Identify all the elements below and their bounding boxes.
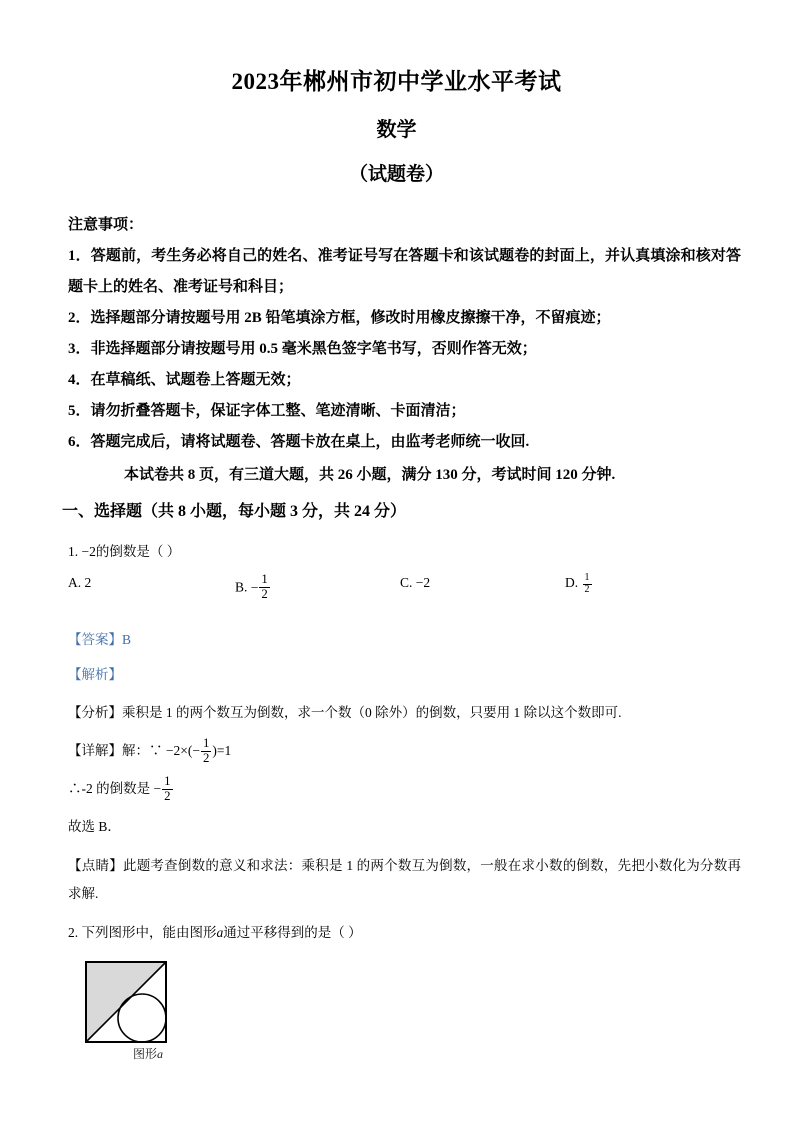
option-d[interactable] [565,573,593,595]
analysis-text: 乘积是 1 的两个数互为倒数，求一个数（0 除外）的倒数，只要用 1 除以这个数即可. [122,705,622,721]
analysis-label: 【分析】 [68,705,122,721]
option-b-sign: − [250,579,259,595]
question-2-stem-part1: 下列图形中，能由图形 [81,925,217,941]
conclusion-prefix: ∴-2 的倒数是 [68,781,151,797]
answer-label: 【答案】 [68,632,122,648]
option-c-value: −2 [415,575,431,591]
figure-a-caption [102,1046,194,1062]
conclusion-denominator: 2 [164,788,171,803]
key-point-text: 此题考查倒数的意义和求法：乘积是 1 的两个数互为倒数，一般在求小数的倒数，先把小数化为分数再求解. [68,858,742,902]
option-a-label: A. [68,575,82,591]
notice-item-2: 2．选择题部分请按题号用 2B 铅笔填涂方框，修改时用橡皮擦擦干净，不留痕迹； [68,310,611,327]
exam-summary: 本试卷共 8 页，有三道大题，共 26 小题，满分 130 分，考试时间 120 分钟. [124,467,616,484]
question-2-figure-wrap [68,946,741,1068]
question-1-value: −2 [81,544,96,560]
detail-numerator: 1 [202,735,210,750]
question-2-stem-part2: 通过平移得到的是（ ） [223,925,362,941]
key-point-label: 【点睛】 [68,858,123,874]
notice-section [0,186,793,458]
page-title: 2023年郴州市初中学业水平考试 [231,69,562,94]
circle-shape [118,994,166,1042]
option-b[interactable] [235,573,271,601]
figure-a [84,960,176,1068]
option-c[interactable] [400,573,430,593]
option-b-label: B. [235,579,248,595]
question-1-options [68,565,741,617]
question-1-stem-suffix: 的倒数是（ ） [95,544,181,560]
detail-expression-prefix: 解：∵ −2×(− [122,743,200,759]
notice-item-3: 3．非选择题部分请按题号用 0.5 毫米黑色签字笔书写，否则作答无效； [68,341,537,358]
option-d-value [582,572,593,595]
answer-value: B [122,632,132,648]
key-point-line [68,840,741,908]
option-d-fraction [583,573,592,595]
option-b-denominator: 2 [261,586,268,601]
final-answer-line: 故选 B． [68,819,121,835]
conclusion-line [68,766,741,804]
figure-caption-prefix: 图形 [132,1047,157,1062]
notice-item-1: 1．答题前，考生务必将自己的姓名、准考证号写在答题卡和该试题卷的封面上，并认真填涂和核对答题卡上的姓名、准考证号和科目； [68,248,741,296]
option-b-numerator: 1 [261,572,268,587]
option-d-numerator: 1 [584,572,590,584]
question-2-number: 2. [68,925,79,941]
option-d-denominator: 2 [584,583,590,595]
notice-item-5: 5．请勿折叠答题卡，保证字体工整、笔迹清晰、卡面清洁； [68,403,466,420]
question-2-figure-name: a [216,925,224,941]
analysis-line [68,688,741,726]
question-2-stem [68,908,741,946]
notice-item-4: 4．在草稿纸、试题卷上答题无效； [68,372,301,389]
explanation-label: 【解析】 [68,667,122,683]
notice-item-6: 6．答题完成后，请将试题卷、答题卡放在桌上，由监考老师统一收回. [68,434,530,451]
section-heading-choice: 一、选择题（共 8 小题，每小题 3 分，共 24 分） [62,503,407,521]
detail-line [68,726,741,766]
conclusion-value [153,773,174,803]
option-a-value: 2 [84,575,92,591]
option-c-label: C. [400,575,413,591]
detail-denominator: 2 [202,750,210,765]
answer-line [68,617,741,653]
option-b-value [250,572,271,601]
conclusion-numerator: 1 [164,773,171,788]
conclusion-fraction [162,775,172,803]
conclusion-sign: − [153,781,162,797]
paper-type-title: （试题卷） [348,163,444,185]
question-1-stem [68,527,741,565]
option-d-label: D. [565,575,579,591]
notice-heading: 注意事项： [68,217,144,234]
detail-label: 【详解】 [68,743,122,759]
question-1-block [0,527,793,1068]
detail-fraction [201,737,211,765]
figure-caption-italic: a [157,1047,163,1062]
option-a[interactable] [68,573,91,593]
option-b-fraction [259,573,269,601]
detail-expression-suffix: )=1 [212,743,232,759]
question-1-number: 1. [68,544,79,560]
subject-title: 数学 [376,118,417,141]
